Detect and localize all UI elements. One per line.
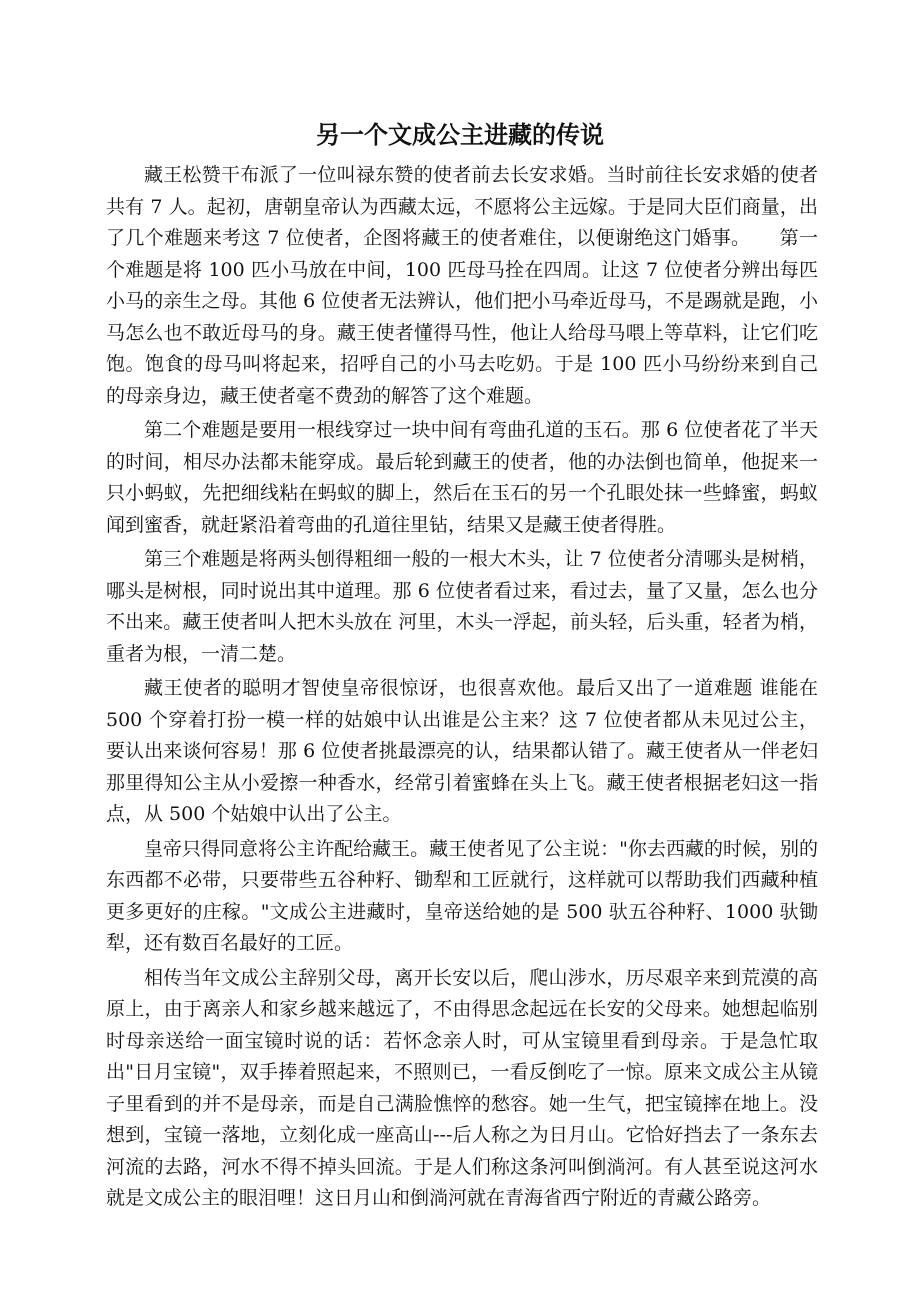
document-title: 另一个文成公主进藏的传说	[316, 121, 604, 149]
paragraph-5: 皇帝只得同意将公主许配给藏王。藏王使者见了公主说："你去西藏的时候，别的东西都不必带，只要带些五谷种籽、锄犁和工匠就行，这样就可以帮助我们西藏种植更多更好的庄稼。"文成公主进藏时，皇帝送给她的是 500 驮五谷种籽、1000 驮锄犁，还有数百名最好的工匠。	[106, 837, 818, 954]
paragraph-1: 藏王松赞干布派了一位叫禄东赞的使者前去长安求婚。当时前往长安求婚的使者共有 7 人。起初，唐朝皇帝认为西藏太远，不愿将公主远嫁。于是同大臣们商量，出了几个难题来考这 7 位使者，企图将藏王的使者难住，以便谢绝这门婚事。 第一个难题是将 100 匹小马放在中间，100 匹母马拴在四周。让这 7 位使者分辨出每匹小马的亲生之母。其他 6 位使者无法辨认，他们把小马牵近母马，不是踢就是跑，小马怎么也不敢近母马的身。藏王使者懂得马性，他让人给母马喂上等草料，让它们吃饱。饱食的母马叫将起来，招呼自己的小马去吃奶。于是 100 匹小马纷纷来到自己的母亲身边，藏王使者毫不费劲的解答了这个难题。	[106, 164, 818, 407]
paragraph-6: 相传当年文成公主辞别父母，离开长安以后，爬山涉水，历尽艰辛来到荒漠的高原上，由于离亲人和家乡越来越远了，不由得思念起远在长安的父母来。她想起临别时母亲送给一面宝镜时说的话：若怀念亲人时，可从宝镜里看到母亲。于是急忙取出"日月宝镜"，双手捧着照起来，不照则已，一看反倒吃了一惊。原来文成公主从镜子里看到的并不是母亲，而是自己满脸憔悴的愁容。她一生气，把宝镜摔在地上。没想到，宝镜一落地，立刻化成一座高山---后人称之为日月山。它恰好挡去了一条东去河流的去路，河水不得不掉头回流。于是人们称这条河叫倒淌河。有人甚至说这河水就是文成公主的眼泪哩！这日月山和倒淌河就在青海省西宁附近的青藏公路旁。	[106, 966, 818, 1209]
paragraph-2: 第二个难题是要用一根线穿过一块中间有弯曲孔道的玉石。那 6 位使者花了半天的时间，相尽办法都未能穿成。最后轮到藏王的使者，他的办法倒也简单，他捉来一只小蚂蚁，先把细线粘在蚂蚁的脚上，然后在玉石的另一个孔眼处抹一些蜂蜜，蚂蚁闻到蜜香，就赶紧沿着弯曲的孔道往里钻，结果又是藏王使者得胜。	[106, 419, 818, 536]
document-body	[106, 160, 818, 1215]
paragraph-4: 藏王使者的聪明才智使皇帝很惊讶，也很喜欢他。最后又出了一道难题 谁能在 500 个穿着打扮一模一样的姑娘中认出谁是公主来？这 7 位使者都从未见过公主，要认出来谈何容易！那 6 位使者挑最漂亮的认，结果都认错了。藏王使者从一伴老妇那里得知公主从小爱擦一种香水，经常引着蜜蜂在头上飞。藏王使者根据老妇这一指点，从 500 个姑娘中认出了公主。	[106, 677, 818, 825]
paragraph-3: 第三个难题是将两头刨得粗细一般的一根大木头，让 7 位使者分清哪头是树梢，哪头是树根，同时说出其中道理。那 6 位使者看过来，看过去，量了又量，怎么也分不出来。藏王使者叫人把木头放在 河里，木头一浮起，前头轻，后头重，轻者为梢，重者为根，一清二楚。	[106, 548, 818, 665]
